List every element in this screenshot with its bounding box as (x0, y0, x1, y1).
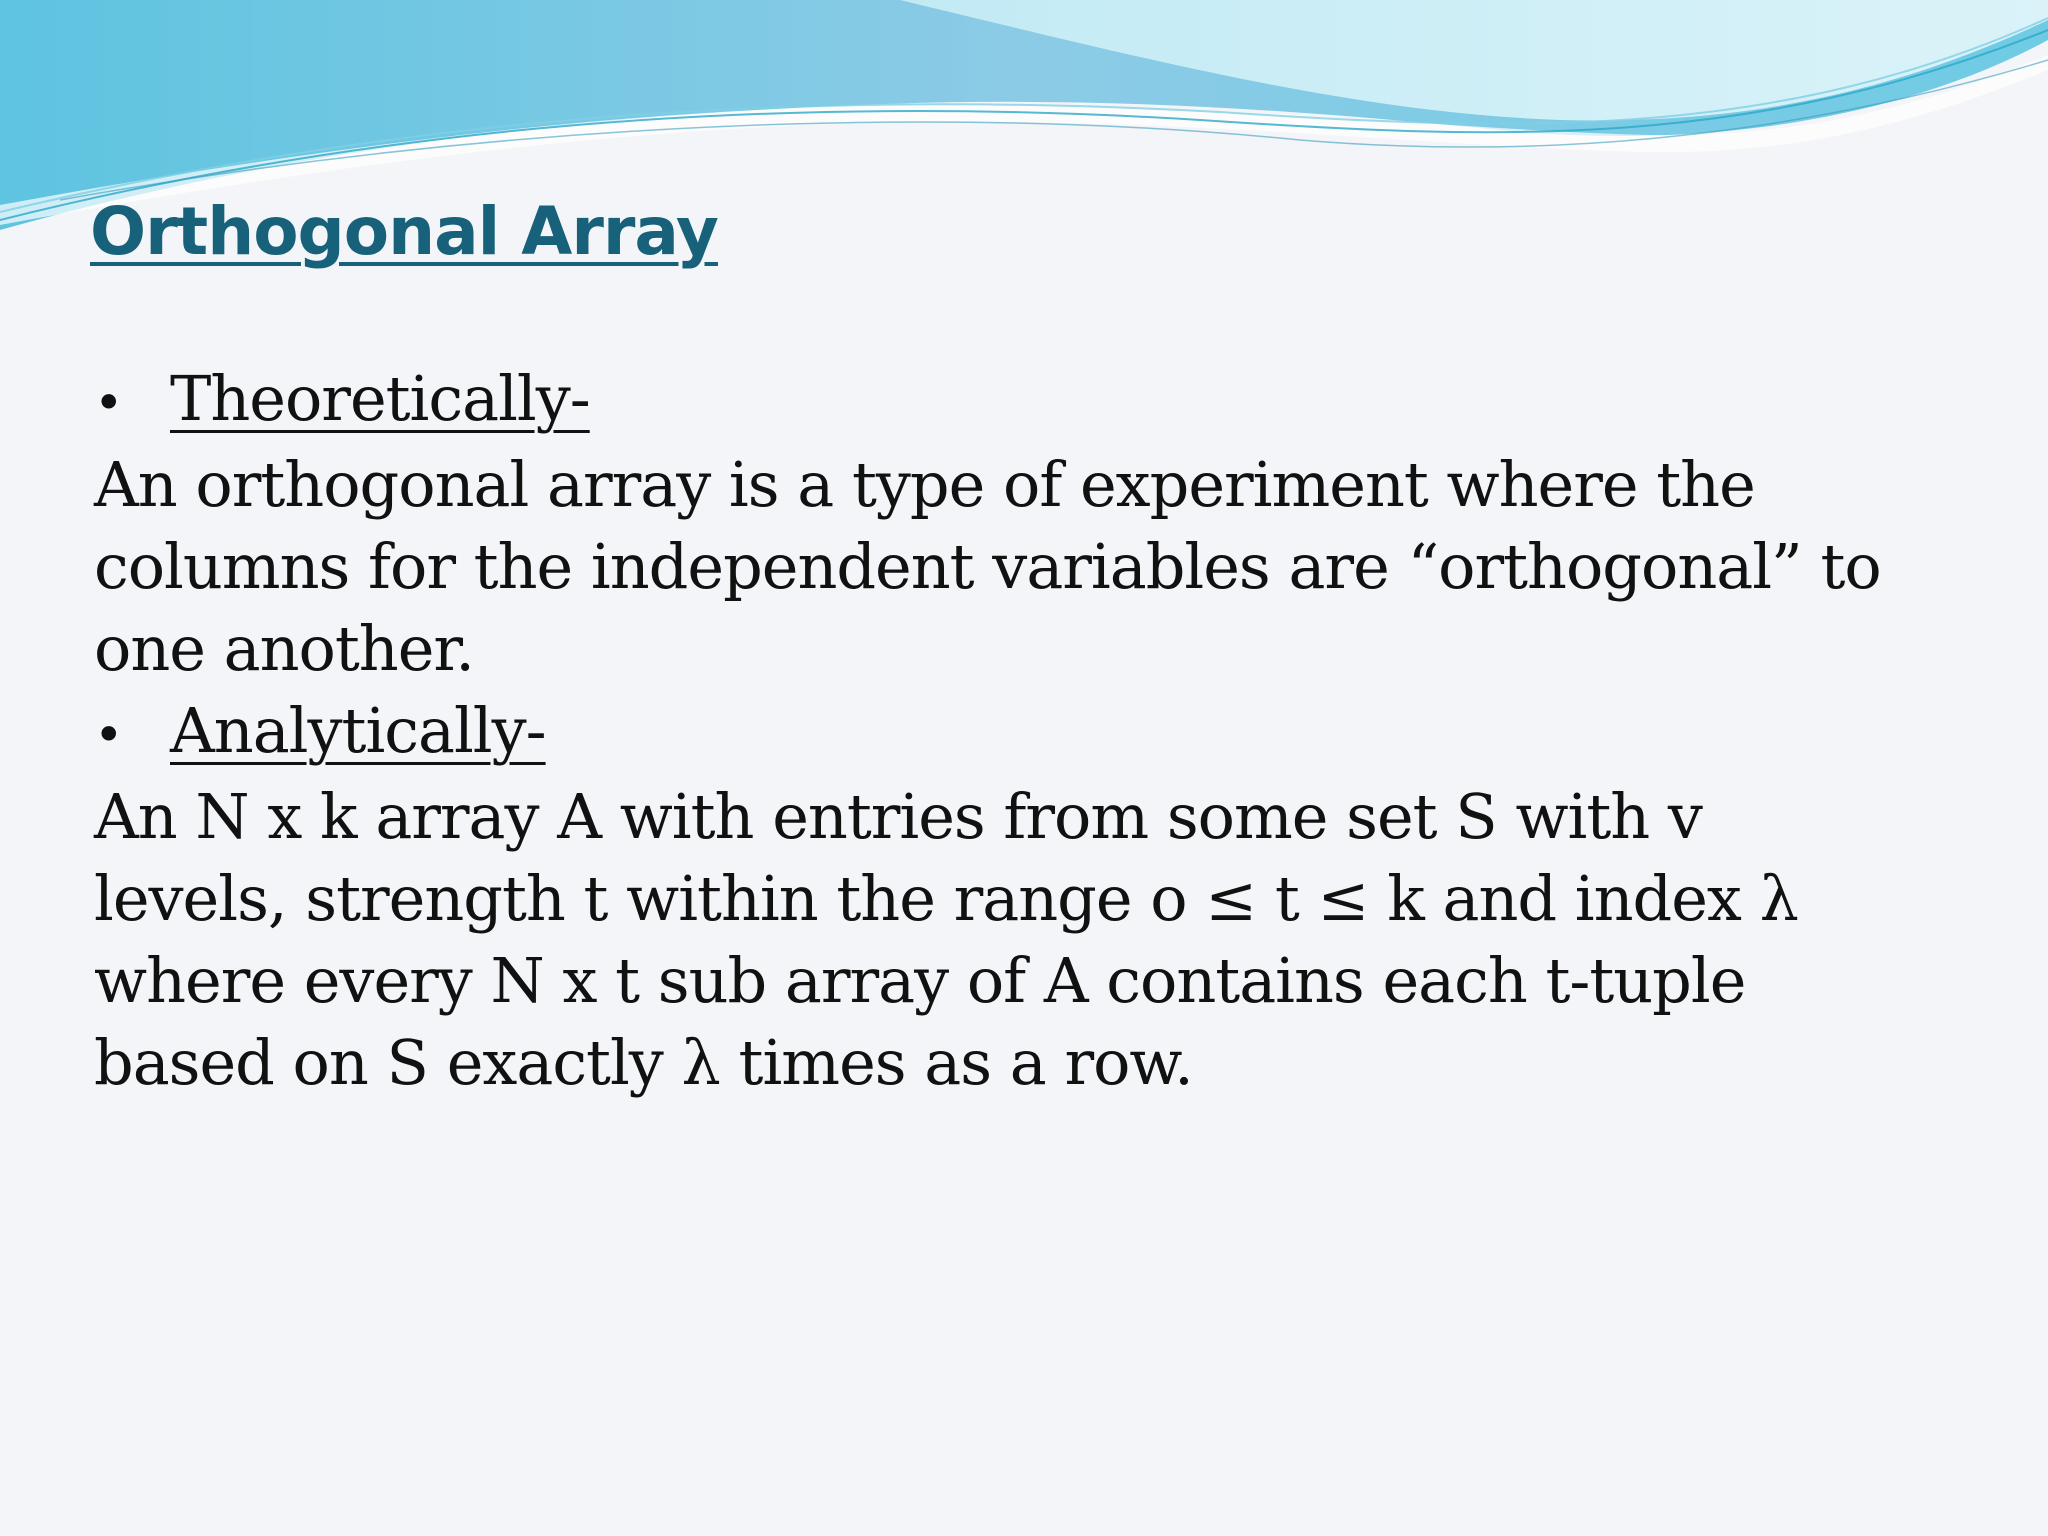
bullet-analytically (94, 690, 1974, 776)
section-heading-theoretically: Theoretically- (170, 362, 590, 435)
section-heading-analytically: Analytically- (170, 694, 546, 767)
bullet-icon: • (94, 706, 123, 764)
slide-body (94, 358, 1974, 1104)
paragraph-line: based on S exactly λ times as a row. (94, 1026, 1193, 1099)
paragraph-line: An N x k array A with entries from some set S with v (94, 780, 1702, 853)
bullet-icon: • (94, 374, 123, 432)
paragraph-line: one another. (94, 612, 474, 685)
bullet-theoretically (94, 358, 1974, 444)
paragraph-line: levels, strength t within the range o ≤ t ≤ k and index λ (94, 862, 1798, 935)
paragraph-line: An orthogonal array is a type of experiment where the (94, 448, 1755, 521)
slide-title: Orthogonal Array (90, 193, 718, 270)
paragraph-line: where every N x t sub array of A contains each t-tuple (94, 944, 1746, 1017)
paragraph-line: columns for the independent variables are “orthogonal” to (94, 530, 1881, 603)
